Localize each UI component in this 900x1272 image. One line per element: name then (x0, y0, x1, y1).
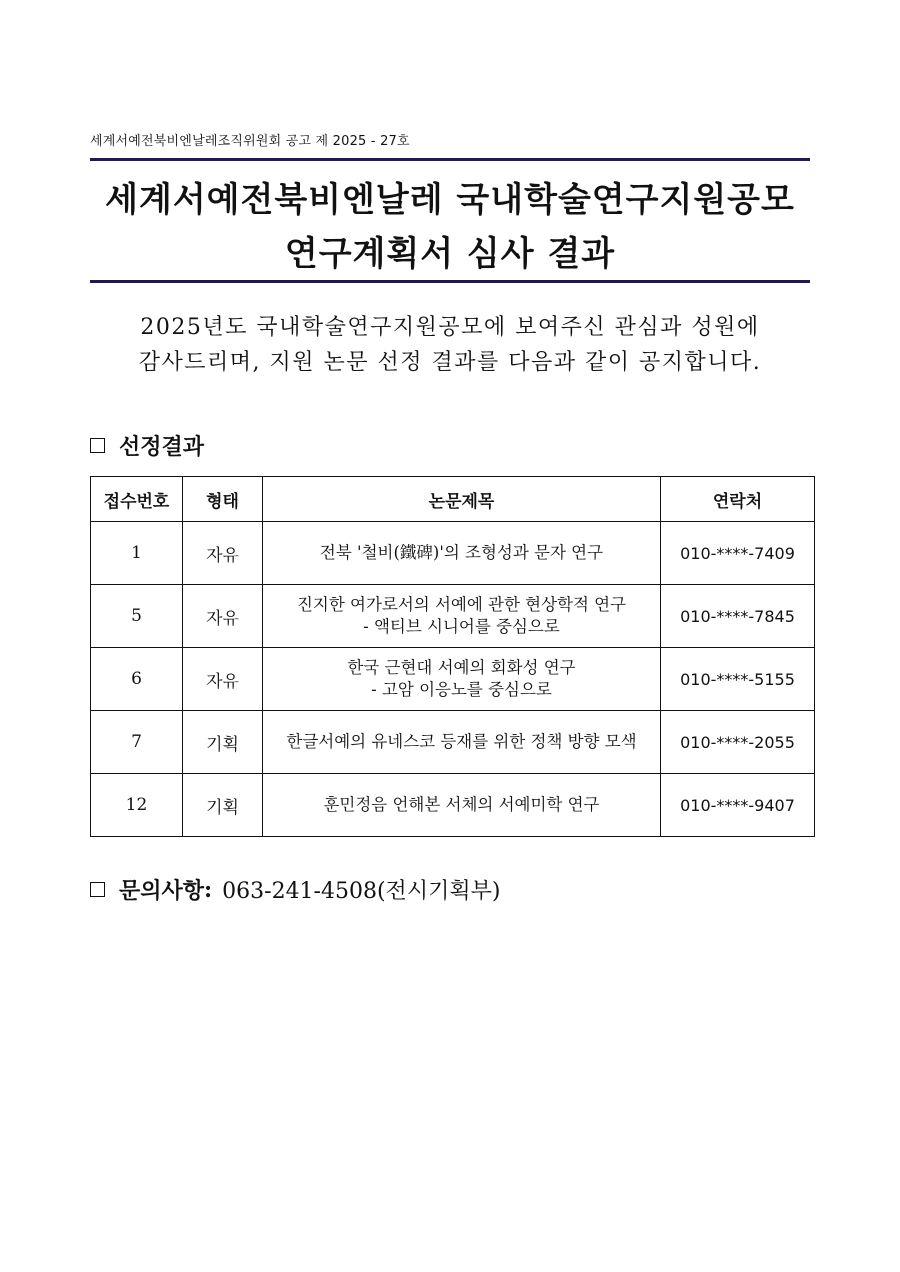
table-row (91, 648, 815, 711)
table-row (91, 711, 815, 774)
cell-number: 5 (91, 585, 183, 648)
results-heading (90, 430, 204, 461)
cell-type: 기획 (183, 774, 263, 837)
column-header-number: 접수번호 (91, 477, 183, 522)
title-bottom-rule (90, 280, 810, 283)
cell-contact: 010-****-9407 (661, 774, 815, 837)
square-bullet-icon (90, 438, 105, 453)
cell-title (263, 774, 661, 837)
document-title-line1: 세계서예전북비엔날레 국내학술연구지원공모 (105, 180, 795, 220)
cell-title-line2: - 액티브 시니어를 중심으로 (363, 617, 560, 636)
notice-number: 세계서예전북비엔날레조직위원회 공고 제 2025 - 27호 (90, 134, 410, 149)
intro-line1: 2025년도 국내학술연구지원공모에 보여주신 관심과 성원에 (140, 315, 760, 340)
cell-title (263, 585, 661, 648)
cell-type: 자유 (183, 522, 263, 585)
cell-number: 6 (91, 648, 183, 711)
cell-contact: 010-****-7845 (661, 585, 815, 648)
intro-line2: 감사드리며, 지원 논문 선정 결과를 다음과 같이 공지합니다. (138, 350, 762, 375)
results-heading-label: 선정결과 (119, 434, 205, 460)
cell-contact: 010-****-7409 (661, 522, 815, 585)
table-row (91, 774, 815, 837)
column-header-contact: 연락처 (661, 477, 815, 522)
cell-number: 7 (91, 711, 183, 774)
title-top-rule (90, 158, 810, 161)
document-title-line2: 연구계획서 심사 결과 (284, 234, 616, 274)
cell-number: 1 (91, 522, 183, 585)
cell-title (263, 711, 661, 774)
cell-title-line1: 훈민정음 언해본 서체의 서예미학 연구 (323, 795, 600, 814)
table-row (91, 585, 815, 648)
cell-title (263, 648, 661, 711)
cell-type: 기획 (183, 711, 263, 774)
cell-title-line1: 진지한 여가로서의 서예에 관한 현상학적 연구 (296, 595, 627, 614)
inquiry-colon: : (204, 876, 213, 903)
inquiry-heading-label: 문의사항 (119, 878, 205, 904)
square-bullet-icon (90, 882, 105, 897)
results-table (90, 476, 815, 837)
inquiry-line (90, 874, 500, 905)
cell-number: 12 (91, 774, 183, 837)
cell-contact: 010-****-2055 (661, 711, 815, 774)
table-row (91, 522, 815, 585)
column-header-title: 논문제목 (263, 477, 661, 522)
table-header-row (91, 477, 815, 522)
cell-title-line1: 한국 근현대 서예의 회화성 연구 (347, 658, 576, 677)
cell-type: 자유 (183, 648, 263, 711)
cell-contact: 010-****-5155 (661, 648, 815, 711)
cell-type: 자유 (183, 585, 263, 648)
cell-title-line2: - 고암 이응노를 중심으로 (371, 680, 552, 699)
cell-title-line1: 전북 '철비(鐵碑)'의 조형성과 문자 연구 (319, 543, 604, 562)
cell-title (263, 522, 661, 585)
inquiry-contact: 063-241-4508(전시기획부) (222, 879, 501, 904)
column-header-type: 형태 (183, 477, 263, 522)
cell-title-line1: 한글서예의 유네스코 등재를 위한 정책 방향 모색 (286, 732, 637, 751)
